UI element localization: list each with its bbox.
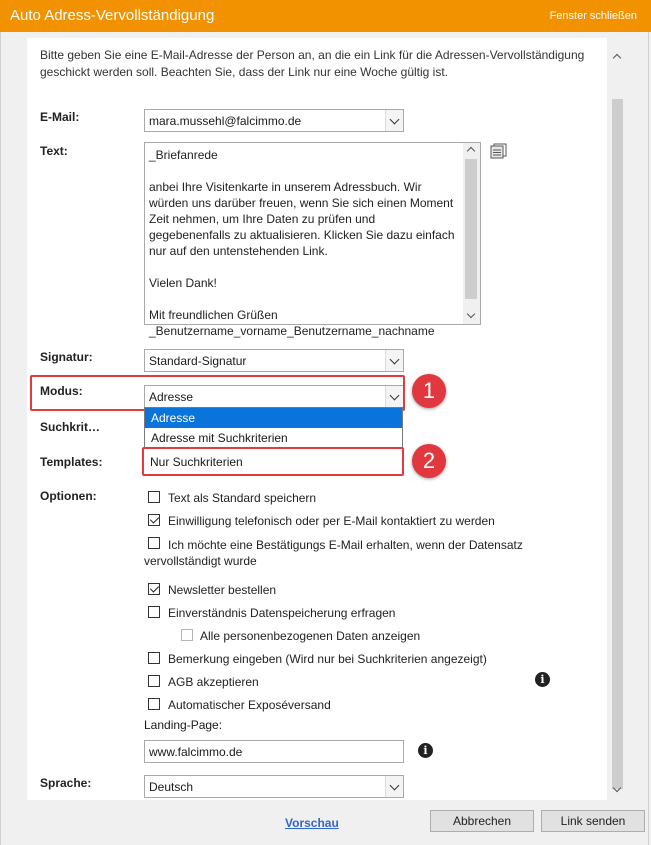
newsletter-checkbox[interactable] [148, 583, 160, 595]
modus-dropdown[interactable] [144, 407, 403, 449]
text-scroll-thumb[interactable] [465, 159, 477, 299]
modus-label: Modus: [40, 384, 83, 398]
info-icon[interactable]: i [418, 743, 433, 758]
modus-option[interactable]: Adresse [145, 408, 402, 428]
modus-highlight [30, 375, 405, 411]
info-icon[interactable]: i [535, 672, 550, 687]
checkbox-label: Ich möchte eine Bestätigungs E-Mail erhalten, wenn der Datensatz vervollständigt wurde [144, 538, 523, 568]
datenspeicherung-checkbox[interactable] [148, 606, 160, 618]
text-standard-checkbox[interactable] [148, 491, 160, 503]
landing-page-value: www.falcimmo.de [149, 745, 243, 759]
scroll-up-icon[interactable] [467, 147, 475, 155]
scroll-up-icon[interactable] [613, 54, 621, 62]
cancel-button[interactable]: Abbrechen [430, 810, 534, 832]
modus-value: Adresse [149, 390, 194, 404]
chevron-down-icon[interactable] [385, 350, 403, 371]
main-scroll-thumb[interactable] [612, 99, 623, 789]
chevron-down-icon[interactable] [385, 110, 403, 131]
signatur-value: Standard-Signatur [149, 354, 247, 368]
option-highlight [142, 447, 404, 476]
text-area-content: _Briefanrede anbei Ihre Visitenkarte in unserem Adressbuch. Wir würden uns darüber freuen, wenn Sie sich einen Moment Zeit nehmen, um Ihre Daten zu prüfen und gegebenenfalls zu aktualisieren. Klicken Sie dazu einfach nur auf den untenstehenden Link. Vielen Dank! Mit freundlichen Grüßen _Benutzername_vorname_Benutzername_nachname [149, 148, 455, 338]
preview-link[interactable]: Vorschau [285, 816, 339, 830]
landing-page-input[interactable] [144, 740, 404, 763]
modus-option[interactable]: Nur Suchkriterien [150, 455, 243, 469]
intro-text: Bitte geben Sie eine E-Mail-Adresse der Person an, an die ein Link für die Adressen-Vervollständigung geschickt werden soll. Beachten Sie, dass der Link nur eine Woche gültig ist. [40, 48, 585, 79]
personendaten-checkbox[interactable] [181, 629, 193, 641]
bemerkung-checkbox[interactable] [148, 652, 160, 664]
templates-label: Templates: [40, 455, 103, 469]
annotation-badge-1: 1 [412, 374, 446, 408]
email-select[interactable] [144, 109, 404, 132]
agb-checkbox[interactable] [148, 675, 160, 687]
suchkriterien-label: Suchkrit… [40, 420, 101, 434]
send-link-button[interactable]: Link senden [541, 810, 645, 832]
title-bar [0, 0, 651, 32]
email-value: mara.musseh​l@falcimmo.de [149, 114, 302, 128]
main-scrollbar[interactable] [609, 47, 626, 799]
modus-option[interactable]: Adresse mit Suchkriterien [151, 431, 288, 445]
notes-icon[interactable] [490, 143, 508, 159]
checkbox-label: AGB akzeptieren [168, 675, 259, 689]
text-area[interactable] [144, 142, 481, 338]
sprache-select[interactable] [144, 775, 404, 798]
text-label: Text: [40, 144, 68, 158]
chevron-down-icon[interactable] [385, 776, 403, 797]
signatur-label: Signatur: [40, 350, 93, 364]
checkbox-label: Alle personenbezogenen Daten anzeigen [200, 629, 421, 643]
window-title: Auto Adress-Vervollständigung [10, 7, 215, 24]
checkbox-label: Bemerkung eingeben (Wird nur bei Suchkriterien angezeigt) [168, 652, 487, 666]
landing-page-label: Landing-Page: [144, 718, 223, 732]
einwilligung-checkbox[interactable] [148, 514, 160, 526]
checkbox-label: Text als Standard speichern [168, 491, 317, 505]
checkbox-label: Automatischer Exposéversand [168, 698, 331, 712]
checkbox-label: Einverständnis Datenspeicherung erfragen [168, 606, 396, 620]
sprache-value: Deutsch [149, 780, 194, 794]
checkbox-label: Einwilligung telefonisch oder per E-Mail kontaktiert zu werden [168, 514, 495, 528]
sprache-label: Sprache: [40, 776, 92, 790]
checkbox-label: Newsletter bestellen [168, 583, 277, 597]
text-scrollbar[interactable] [463, 143, 480, 324]
annotation-badge-2: 2 [412, 444, 446, 478]
close-window-link[interactable]: Fenster schließen [549, 10, 637, 22]
email-label: E-Mail: [40, 110, 80, 124]
optionen-label: Optionen: [40, 489, 97, 503]
expose-checkbox[interactable] [148, 698, 160, 710]
signatur-select[interactable] [144, 349, 404, 372]
scroll-down-icon[interactable] [467, 310, 475, 318]
